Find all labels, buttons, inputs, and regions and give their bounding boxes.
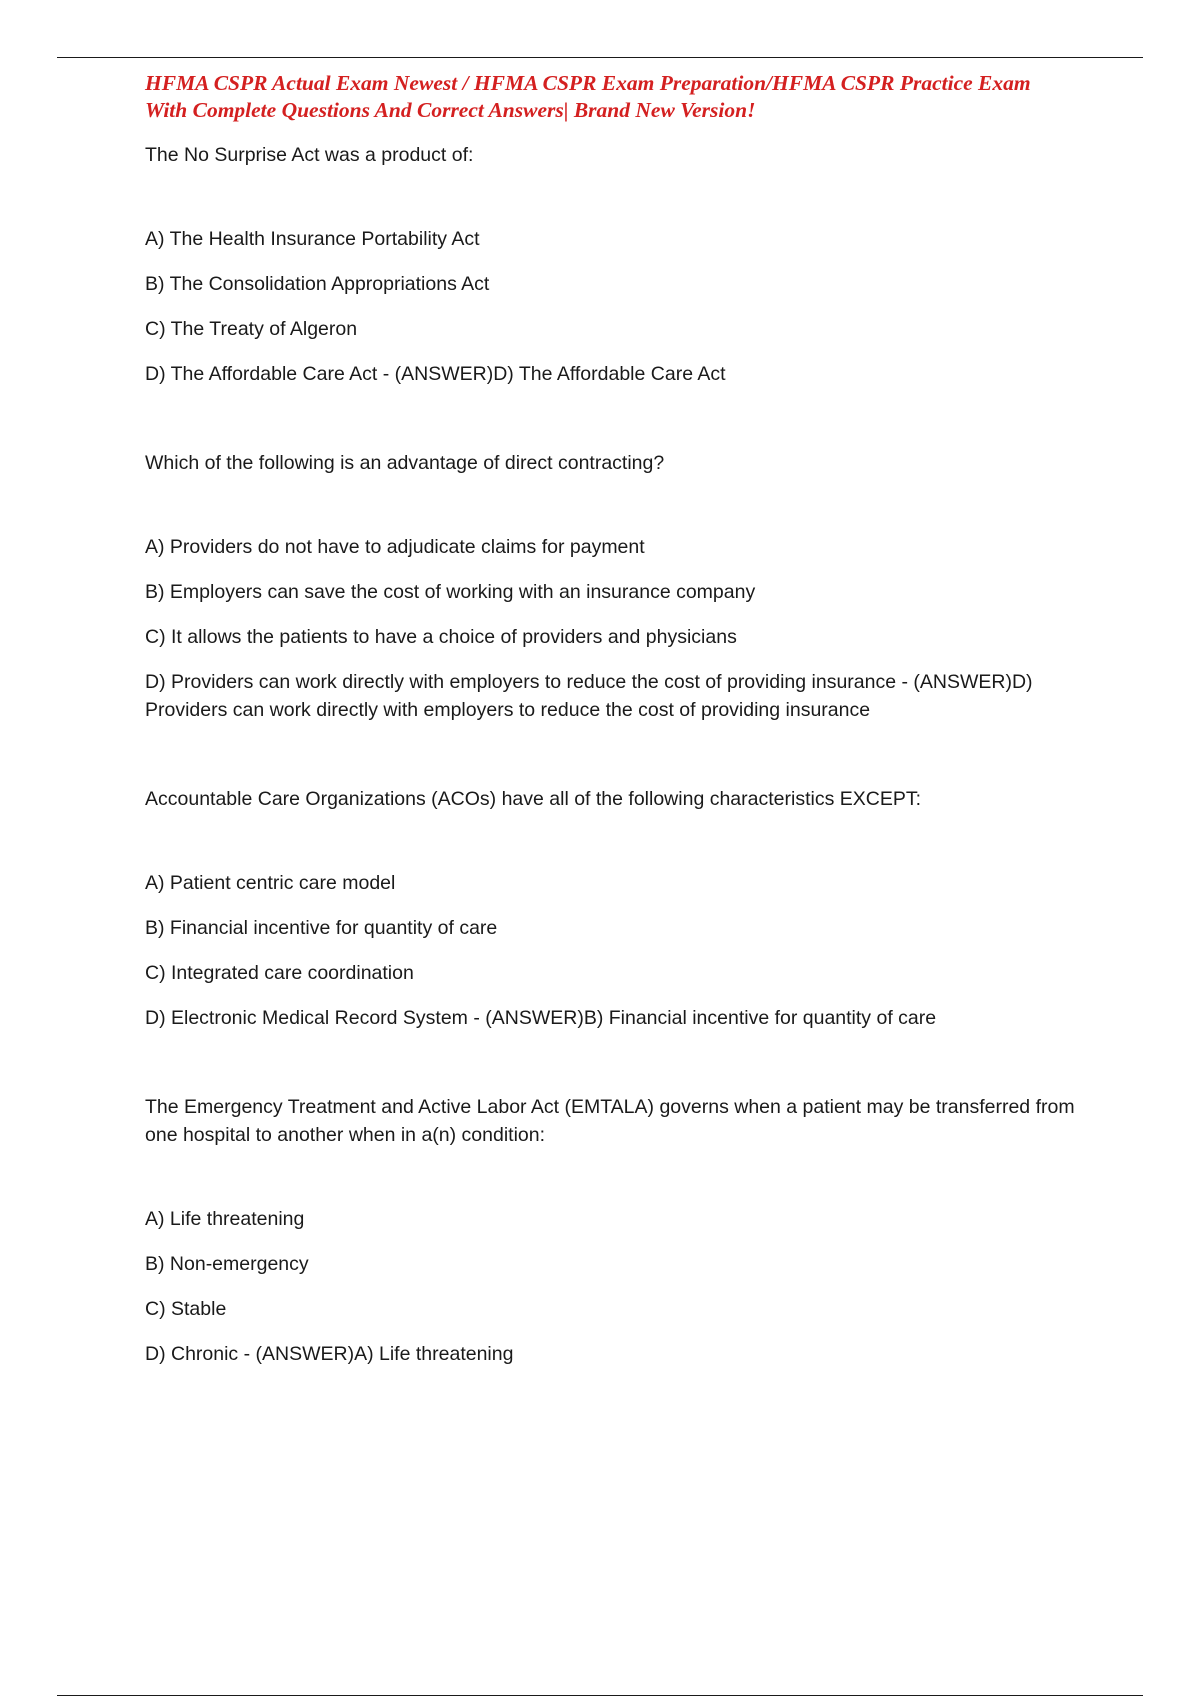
question-3 xyxy=(145,785,1075,1032)
answer-option-b: B) Financial incentive for quantity of care xyxy=(145,917,498,939)
answer-option-d: D) The Affordable Care Act - (ANSWER)D) The Affordable Care Act xyxy=(145,363,726,385)
question-text: The Emergency Treatment and Active Labor Act (EMTALA) governs when a patient may be transferred from one hospital to another when in a(n) condition: xyxy=(145,1096,1075,1146)
question-2 xyxy=(145,449,1075,724)
answer-option-b: B) The Consolidation Appropriations Act xyxy=(145,273,490,295)
answer-option-a: A) Providers do not have to adjudicate claims for payment xyxy=(145,536,645,558)
answer-option-c: C) It allows the patients to have a choice of providers and physicians xyxy=(145,626,737,648)
answer-option-a: A) Life threatening xyxy=(145,1208,305,1230)
answer-option-b: B) Non-emergency xyxy=(145,1253,309,1275)
answer-option-d: D) Chronic - (ANSWER)A) Life threatening xyxy=(145,1343,514,1365)
answer-option-a: A) The Health Insurance Portability Act xyxy=(145,228,480,250)
answer-option-d: D) Electronic Medical Record System - (ANSWER)B) Financial incentive for quantity of care xyxy=(145,1007,937,1029)
answer-option-b: B) Employers can save the cost of working with an insurance company xyxy=(145,581,756,603)
answer-option-a: A) Patient centric care model xyxy=(145,872,396,894)
document-title: HFMA CSPR Actual Exam Newest / HFMA CSPR Exam Preparation/HFMA CSPR Practice Exam With Complete Questions And Correct Answers| Brand New Version! xyxy=(145,71,1031,122)
footer-rule xyxy=(57,1695,1143,1696)
question-text: Which of the following is an advantage of direct contracting? xyxy=(145,452,665,474)
question-1 xyxy=(145,141,1075,388)
answer-option-c: C) Integrated care coordination xyxy=(145,962,414,984)
header-rule xyxy=(57,57,1143,58)
answer-option-d: D) Providers can work directly with employers to reduce the cost of providing insurance - (ANSWER)D) Providers can work directly with employers to reduce the cost of providing insurance xyxy=(145,671,1033,721)
answer-option-c: C) The Treaty of Algeron xyxy=(145,318,358,340)
question-text: The No Surprise Act was a product of: xyxy=(145,144,474,166)
question-4 xyxy=(145,1093,1075,1368)
answer-option-c: C) Stable xyxy=(145,1298,227,1320)
question-text: Accountable Care Organizations (ACOs) have all of the following characteristics EXCEPT: xyxy=(145,788,922,810)
document-body xyxy=(145,70,1075,1429)
